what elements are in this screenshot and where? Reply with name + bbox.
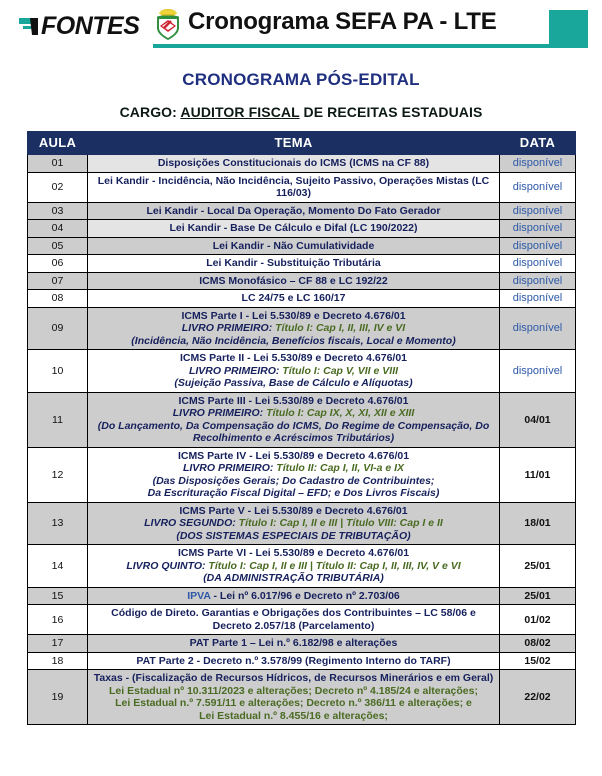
tema-line: Lei Kandir - Local Da Operação, Momento Do Fato Gerador <box>146 204 441 217</box>
table-row <box>28 652 576 670</box>
tema-line: Da Escrituração Fiscal Digital – EFD; e Dos Livros Fiscais) <box>147 487 440 499</box>
banner-divider <box>153 44 553 48</box>
tema-line: (DA ADMINISTRAÇÃO TRIBUTÁRIA) <box>203 572 384 584</box>
table-row <box>28 155 576 173</box>
table-row <box>28 237 576 255</box>
page-banner <box>0 0 602 62</box>
tema-line-text: Título I: Cap I, II, III, IV e VI <box>272 322 406 334</box>
cargo-line <box>0 104 602 120</box>
tema-line: Taxas - (Fiscalização de Recursos Hídricos, de Recursos Minerários e em Geral) <box>93 672 494 684</box>
cell-tema <box>88 545 500 588</box>
tema-line-prefix: LIVRO PRIMEIRO: <box>181 322 273 334</box>
table-row <box>28 272 576 290</box>
column-header-aula: AULA <box>28 132 88 155</box>
tema-line-prefix: LIVRO PRIMEIRO: <box>172 407 264 419</box>
cell-data-available[interactable] <box>500 272 576 290</box>
status-badge[interactable]: disponível <box>512 181 563 193</box>
table-body <box>28 155 576 725</box>
tema-line: (DOS SISTEMAS ESPECIAIS DE TRIBUTAÇÃO) <box>176 529 411 542</box>
cell-aula: 05 <box>28 237 88 255</box>
cell-data-date: 22/02 <box>500 670 576 725</box>
cell-data-available[interactable] <box>500 307 576 350</box>
cell-aula: 08 <box>28 290 88 308</box>
cell-aula: 04 <box>28 220 88 238</box>
cell-tema <box>88 202 500 220</box>
tema-line-text: Título II: Cap I, II, VI-a e IX <box>273 462 405 474</box>
tema-line: (Sujeição Passiva, Base de Cálculo e Alíquotas) <box>174 377 413 389</box>
cell-tema <box>88 237 500 255</box>
tema-line: Lei Kandir - Incidência, Não Incidência, Sujeito Passivo, Operações Mistas (LC 116/03) <box>97 174 490 199</box>
status-badge[interactable]: disponível <box>512 364 563 377</box>
status-badge[interactable]: disponível <box>512 204 563 217</box>
cell-aula: 19 <box>28 670 88 725</box>
status-badge[interactable]: disponível <box>512 292 563 305</box>
tema-line <box>91 365 496 378</box>
tema-line: Disposições Constitucionais do ICMS (ICMS na CF 88) <box>157 157 430 169</box>
tema-line: ICMS Parte II - Lei 5.530/89 e Decreto 4.676/01 <box>179 352 408 364</box>
cell-data-date: 18/01 <box>500 502 576 545</box>
cell-tema <box>88 605 500 635</box>
cell-data-date: 11/01 <box>500 447 576 502</box>
cell-data-date: 15/02 <box>500 652 576 670</box>
cargo-role: AUDITOR FISCAL <box>180 104 300 120</box>
column-header-tema: TEMA <box>88 132 500 155</box>
schedule-table-wrapper <box>27 131 575 725</box>
cell-tema <box>88 272 500 290</box>
cargo-prefix: CARGO: <box>119 104 181 120</box>
table-header-row <box>28 132 576 155</box>
tema-line: ICMS Parte VI - Lei 5.530/89 e Decreto 4.676/01 <box>177 547 410 559</box>
cell-data-available[interactable] <box>500 290 576 308</box>
cell-data-available[interactable] <box>500 202 576 220</box>
cell-data-available[interactable] <box>500 220 576 238</box>
cell-aula: 07 <box>28 272 88 290</box>
table-row <box>28 172 576 202</box>
tema-line-text: Título I: Cap V, VII e VIII <box>279 364 399 377</box>
table-row <box>28 635 576 653</box>
cell-aula: 02 <box>28 172 88 202</box>
tema-line: LC 24/75 e LC 160/17 <box>241 292 346 304</box>
cell-data-date: 04/01 <box>500 392 576 447</box>
cell-tema <box>88 290 500 308</box>
tema-line-prefix: LIVRO SEGUNDO: <box>144 517 236 529</box>
cell-data-date: 08/02 <box>500 635 576 653</box>
cell-data-date: 25/01 <box>500 587 576 605</box>
fontes-logo-wordmark: FONTES <box>41 12 140 40</box>
status-badge[interactable]: disponível <box>512 257 563 270</box>
tema-line-prefix: LIVRO QUINTO: <box>126 559 206 572</box>
tema-line: PAT Parte 1 – Lei n.º 6.182/98 e alterações <box>189 637 398 649</box>
cell-tema <box>88 220 500 238</box>
status-badge[interactable]: disponível <box>512 274 563 287</box>
tema-line <box>91 462 496 475</box>
tema-line-text: - Lei nº 6.017/96 e Decreto nº 2.703/06 <box>210 589 400 602</box>
banner-accent-block <box>549 10 588 48</box>
tema-line <box>91 407 496 420</box>
cell-data-available[interactable] <box>500 172 576 202</box>
para-state-coat-of-arms-icon <box>153 8 183 42</box>
tema-line-text: Título I: Cap I, II e III | Título II: Cap I, II, III, IV, V e VI <box>205 559 461 572</box>
table-row <box>28 587 576 605</box>
tema-line: PAT Parte 2 - Decreto n.º 3.578/99 (Regimento Interno do TARF) <box>136 654 451 667</box>
cell-tema <box>88 307 500 350</box>
tema-line: ICMS Parte IV - Lei 5.530/89 e Decreto 4.676/01 <box>177 449 410 462</box>
cell-tema <box>88 155 500 173</box>
cell-tema <box>88 392 500 447</box>
tema-line-prefix: LIVRO PRIMEIRO: <box>188 364 280 377</box>
tema-line: ICMS Monofásico – CF 88 e LC 192/22 <box>199 274 388 287</box>
table-row <box>28 392 576 447</box>
tema-line: Lei Estadual nº 10.311/2023 e alterações; Decreto nº 4.185/24 e alterações; <box>109 684 478 697</box>
tema-line: (Do Lançamento, Da Compensação do ICMS, Do Regime de Compensação, Do Recolhimento e Acréscimos Tributários) <box>97 419 490 444</box>
tema-line: Lei Kandir - Substituição Tributária <box>206 257 381 269</box>
cell-aula: 18 <box>28 652 88 670</box>
page-title: Cronograma SEFA PA - LTE <box>188 8 497 35</box>
tema-line <box>91 590 496 603</box>
table-row <box>28 447 576 502</box>
tema-line: ICMS Parte V - Lei 5.530/89 e Decreto 4.676/01 <box>179 504 408 517</box>
table-row <box>28 605 576 635</box>
cell-aula: 14 <box>28 545 88 588</box>
tema-line: ICMS Parte I - Lei 5.530/89 e Decreto 4.676/01 <box>181 309 406 322</box>
cell-data-date: 25/01 <box>500 545 576 588</box>
tema-line-text: Título I: Cap I, II e III | Título VIII: Cap I e II <box>235 517 443 529</box>
status-badge[interactable]: disponível <box>512 157 563 170</box>
tema-line <box>91 322 496 335</box>
cell-aula: 13 <box>28 502 88 545</box>
tema-line <box>91 560 496 573</box>
cell-aula: 16 <box>28 605 88 635</box>
status-badge[interactable]: disponível <box>512 222 563 235</box>
cell-aula: 11 <box>28 392 88 447</box>
cell-tema <box>88 635 500 653</box>
cell-data-available[interactable] <box>500 155 576 173</box>
cell-aula: 17 <box>28 635 88 653</box>
cell-tema <box>88 350 500 393</box>
table-row <box>28 350 576 393</box>
cell-aula: 01 <box>28 155 88 173</box>
table-row <box>28 255 576 273</box>
table-row <box>28 502 576 545</box>
table-row <box>28 670 576 725</box>
fontes-arrow-logo-icon <box>18 16 40 36</box>
column-header-data: DATA <box>500 132 576 155</box>
cell-data-available[interactable] <box>500 350 576 393</box>
cell-tema <box>88 255 500 273</box>
tema-line: Lei Kandir - Base De Cálculo e Difal (LC 190/2022) <box>169 222 418 234</box>
tema-line: (Das Disposições Gerais; Do Cadastro de Contribuintes; <box>152 474 435 487</box>
tema-line-prefix: LIVRO PRIMEIRO: <box>182 462 274 474</box>
table-row <box>28 290 576 308</box>
schedule-table <box>27 131 576 725</box>
cell-data-available[interactable] <box>500 237 576 255</box>
tema-line: Lei Kandir - Não Cumulatividade <box>212 239 375 252</box>
cell-tema <box>88 172 500 202</box>
tema-line-text: Título I: Cap IX, X, XI, XII e XIII <box>263 407 415 419</box>
cell-aula: 09 <box>28 307 88 350</box>
tema-line: Lei Estadual n.º 7.591/11 e alterações; Decreto n.º 386/11 e alterações; e <box>115 697 472 709</box>
table-row <box>28 545 576 588</box>
cell-tema <box>88 502 500 545</box>
cell-aula: 12 <box>28 447 88 502</box>
cargo-suffix: DE RECEITAS ESTADUAIS <box>299 104 483 120</box>
cell-tema <box>88 652 500 670</box>
tema-line: Lei Estadual n.º 8.455/16 e alterações; <box>199 709 388 722</box>
tema-line: ICMS Parte III - Lei 5.530/89 e Decreto 4.676/01 <box>178 394 409 407</box>
cell-aula: 03 <box>28 202 88 220</box>
cell-data-available[interactable] <box>500 255 576 273</box>
cell-aula: 15 <box>28 587 88 605</box>
cell-tema <box>88 447 500 502</box>
tema-line-prefix: IPVA <box>187 589 211 602</box>
fontes-logo <box>18 12 140 40</box>
cell-aula: 06 <box>28 255 88 273</box>
cell-aula: 10 <box>28 350 88 393</box>
tema-line: (Incidência, Não Incidência, Benefícios fiscais, Local e Momento) <box>131 334 456 347</box>
tema-line: Código de Direto. Garantias e Obrigações dos Contribuintes – LC 58/06 e Decreto 2.057/18 (Parcelamento) <box>111 607 476 632</box>
schedule-subtitle: CRONOGRAMA PÓS-EDITAL <box>182 70 420 89</box>
cell-tema <box>88 670 500 725</box>
table-row <box>28 220 576 238</box>
status-badge[interactable]: disponível <box>512 322 563 335</box>
table-row <box>28 307 576 350</box>
status-badge[interactable]: disponível <box>512 239 563 252</box>
cell-tema <box>88 587 500 605</box>
cell-data-date: 01/02 <box>500 605 576 635</box>
tema-line <box>91 517 496 530</box>
table-row <box>28 202 576 220</box>
